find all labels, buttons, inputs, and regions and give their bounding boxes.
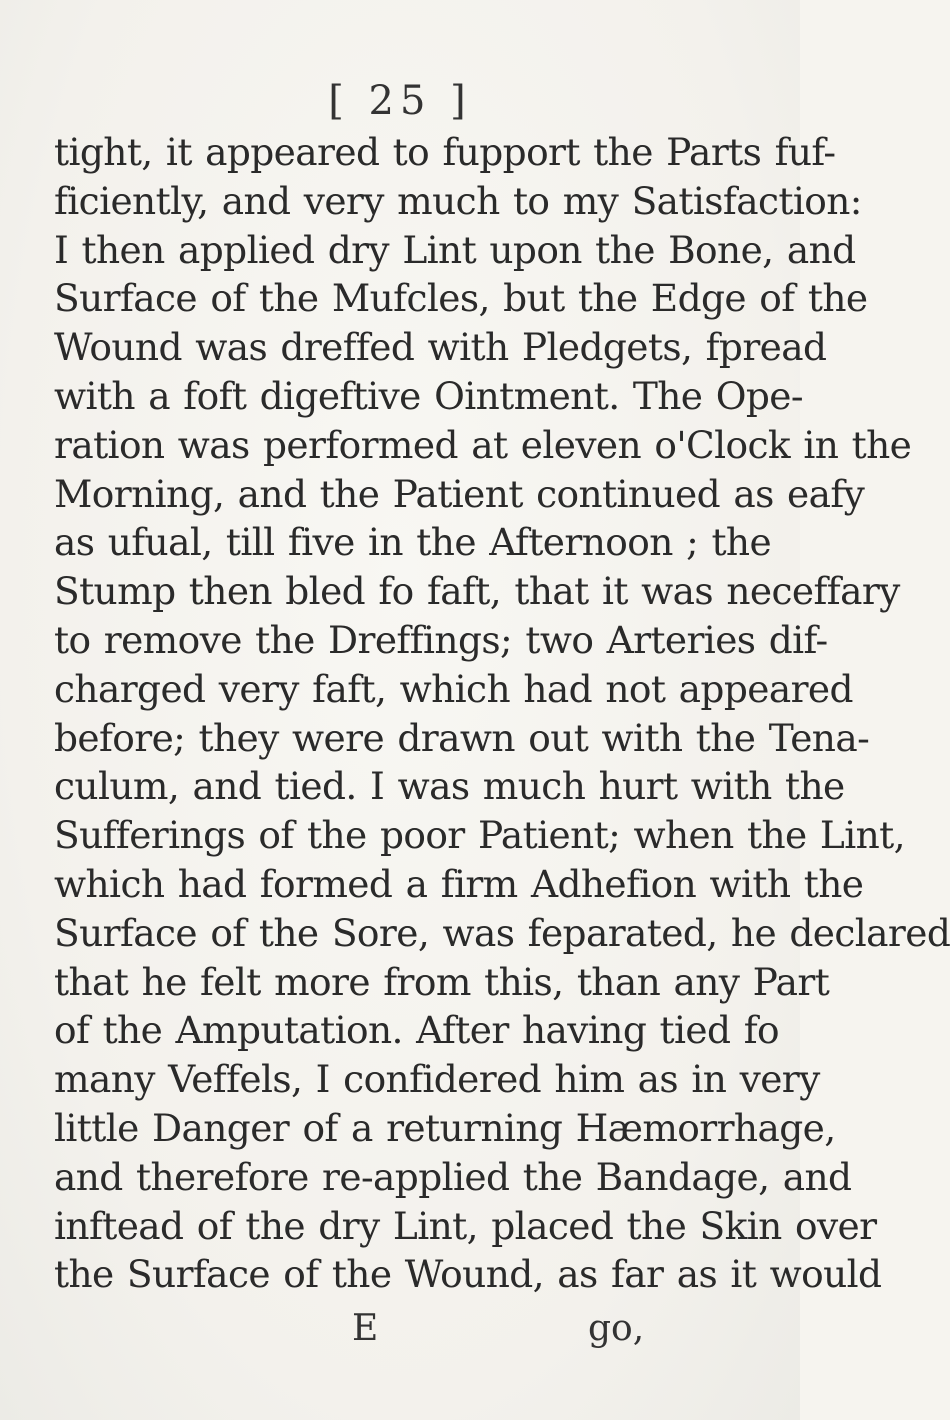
- body-text: [54, 128, 950, 1299]
- text-line: inftead of the dry Lint, placed the Skin over: [54, 1203, 877, 1248]
- text-line: before; they were drawn out with the Tena-: [54, 715, 870, 760]
- page-number: [ 25 ]: [328, 78, 472, 124]
- text-line: tight, it appeared to fupport the Parts fuf-: [54, 130, 836, 174]
- text-line: Surface of the Sore, was feparated, he declared: [54, 910, 950, 955]
- text-line: which had formed a firm Adhefion with the: [54, 861, 864, 906]
- catchword: go,: [588, 1308, 645, 1349]
- text-line: culum, and tied. I was much hurt with the: [54, 764, 845, 809]
- text-line: as ufual, till five in the Afternoon ; the: [54, 520, 772, 565]
- text-line: I then applied dry Lint upon the Bone, and: [54, 227, 856, 272]
- text-line: and therefore re-applied the Bandage, and: [54, 1154, 852, 1199]
- text-line: ration was performed at eleven o'Clock in the: [54, 422, 912, 467]
- text-line: many Veffels, I confidered him as in very: [54, 1057, 820, 1102]
- text-line: Stump then bled fo faft, that it was neceffary: [54, 569, 900, 614]
- text-line: the Surface of the Wound, as far as it would: [54, 1252, 882, 1297]
- page-footer: [0, 1308, 800, 1356]
- text-line: Surface of the Mufcles, but the Edge of the: [54, 276, 868, 321]
- text-line: of the Amputation. After having tied fo: [54, 1008, 779, 1053]
- signature-mark: E: [352, 1308, 379, 1349]
- text-line: little Danger of a returning Hæmorrhage,: [54, 1105, 836, 1150]
- text-line: Wound was dreffed with Pledgets, fpread: [54, 325, 827, 370]
- text-line: that he felt more from this, than any Part: [54, 959, 830, 1004]
- text-line: Morning, and the Patient continued as eafy: [54, 471, 865, 516]
- text-line: Sufferings of the poor Patient; when the Lint,: [54, 813, 905, 858]
- text-line: to remove the Dreffings; two Arteries dif-: [54, 617, 828, 662]
- text-line: ficiently, and very much to my Satisfaction:: [54, 178, 862, 223]
- text-line: charged very faft, which had not appeared: [54, 666, 853, 711]
- text-line: with a foft digeftive Ointment. The Ope-: [54, 373, 803, 418]
